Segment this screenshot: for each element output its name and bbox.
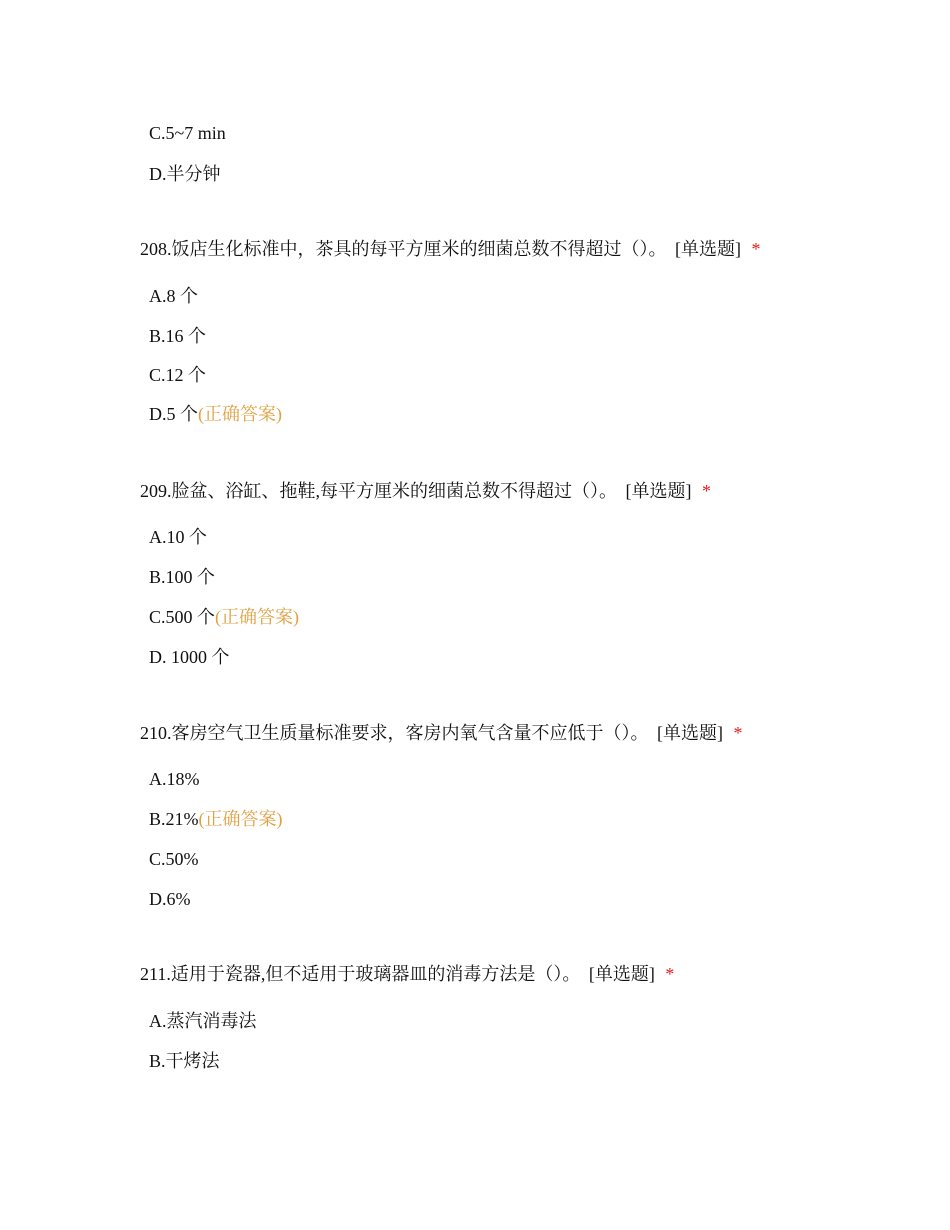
option-208-d[interactable] xyxy=(149,402,282,426)
option-text: B.干烤法 xyxy=(149,1051,220,1071)
option-text: C.50% xyxy=(149,849,199,869)
option-text: A.蒸汽消毒法 xyxy=(149,1011,257,1031)
correct-answer-label: (正确答案) xyxy=(215,607,300,627)
question-text: 210.客房空气卫生质量标准要求，客房内氧气含量不应低于（）。 xyxy=(140,723,649,743)
option-text: D.6% xyxy=(149,889,191,909)
option-208-c[interactable] xyxy=(149,363,206,387)
option-text: B.100 个 xyxy=(149,567,216,587)
question-type-label: [单选题] xyxy=(657,723,723,743)
option-209-a[interactable] xyxy=(149,525,207,549)
question-208-title xyxy=(140,237,900,261)
question-209-title xyxy=(140,479,900,503)
required-marker: * xyxy=(733,723,743,743)
question-type-label: [单选题] xyxy=(588,964,655,984)
option-text: A.10 个 xyxy=(149,527,207,547)
question-type-label: [单选题] xyxy=(675,239,741,259)
option-210-d[interactable] xyxy=(149,887,191,911)
option-211-a[interactable] xyxy=(149,1009,257,1033)
option-text: A.8 个 xyxy=(149,286,198,306)
question-text: 211.适用于瓷器,但不适用于玻璃器皿的消毒方法是（）。 xyxy=(140,964,581,984)
question-210-title xyxy=(140,721,900,745)
required-marker: * xyxy=(702,481,711,501)
option-text: C.500 个 xyxy=(149,607,216,627)
question-text: 208.饭店生化标准中，茶具的每平方厘米的细菌总数不得超过（）。 xyxy=(140,239,667,259)
option-text: C.5~7 min xyxy=(149,123,226,143)
option-text: B.21% xyxy=(149,809,199,829)
option-209-c[interactable] xyxy=(149,605,299,629)
option-text: A.18% xyxy=(149,769,200,789)
correct-answer-label: (正确答案) xyxy=(198,404,282,424)
option-209-d[interactable] xyxy=(149,645,230,669)
option-prev-c[interactable] xyxy=(149,121,226,145)
required-marker: * xyxy=(751,239,761,259)
option-209-b[interactable] xyxy=(149,565,215,589)
correct-answer-label: (正确答案) xyxy=(198,809,283,829)
option-208-b[interactable] xyxy=(149,324,206,348)
option-text: D. 1000 个 xyxy=(149,647,230,667)
option-prev-d[interactable] xyxy=(149,162,221,186)
required-marker: * xyxy=(665,964,675,984)
question-type-label: [单选题] xyxy=(625,481,692,501)
option-text: C.12 个 xyxy=(149,365,207,385)
question-211-title xyxy=(140,962,900,986)
question-text: 209.脸盆、浴缸、拖鞋,每平方厘米的细菌总数不得超过（）。 xyxy=(140,481,617,501)
option-210-b[interactable] xyxy=(149,807,283,831)
option-text: D.5 个 xyxy=(149,404,198,424)
option-211-b[interactable] xyxy=(149,1049,220,1073)
option-208-a[interactable] xyxy=(149,284,198,308)
option-210-c[interactable] xyxy=(149,847,199,871)
option-210-a[interactable] xyxy=(149,767,200,791)
option-text: B.16 个 xyxy=(149,326,207,346)
option-text: D.半分钟 xyxy=(149,164,221,184)
